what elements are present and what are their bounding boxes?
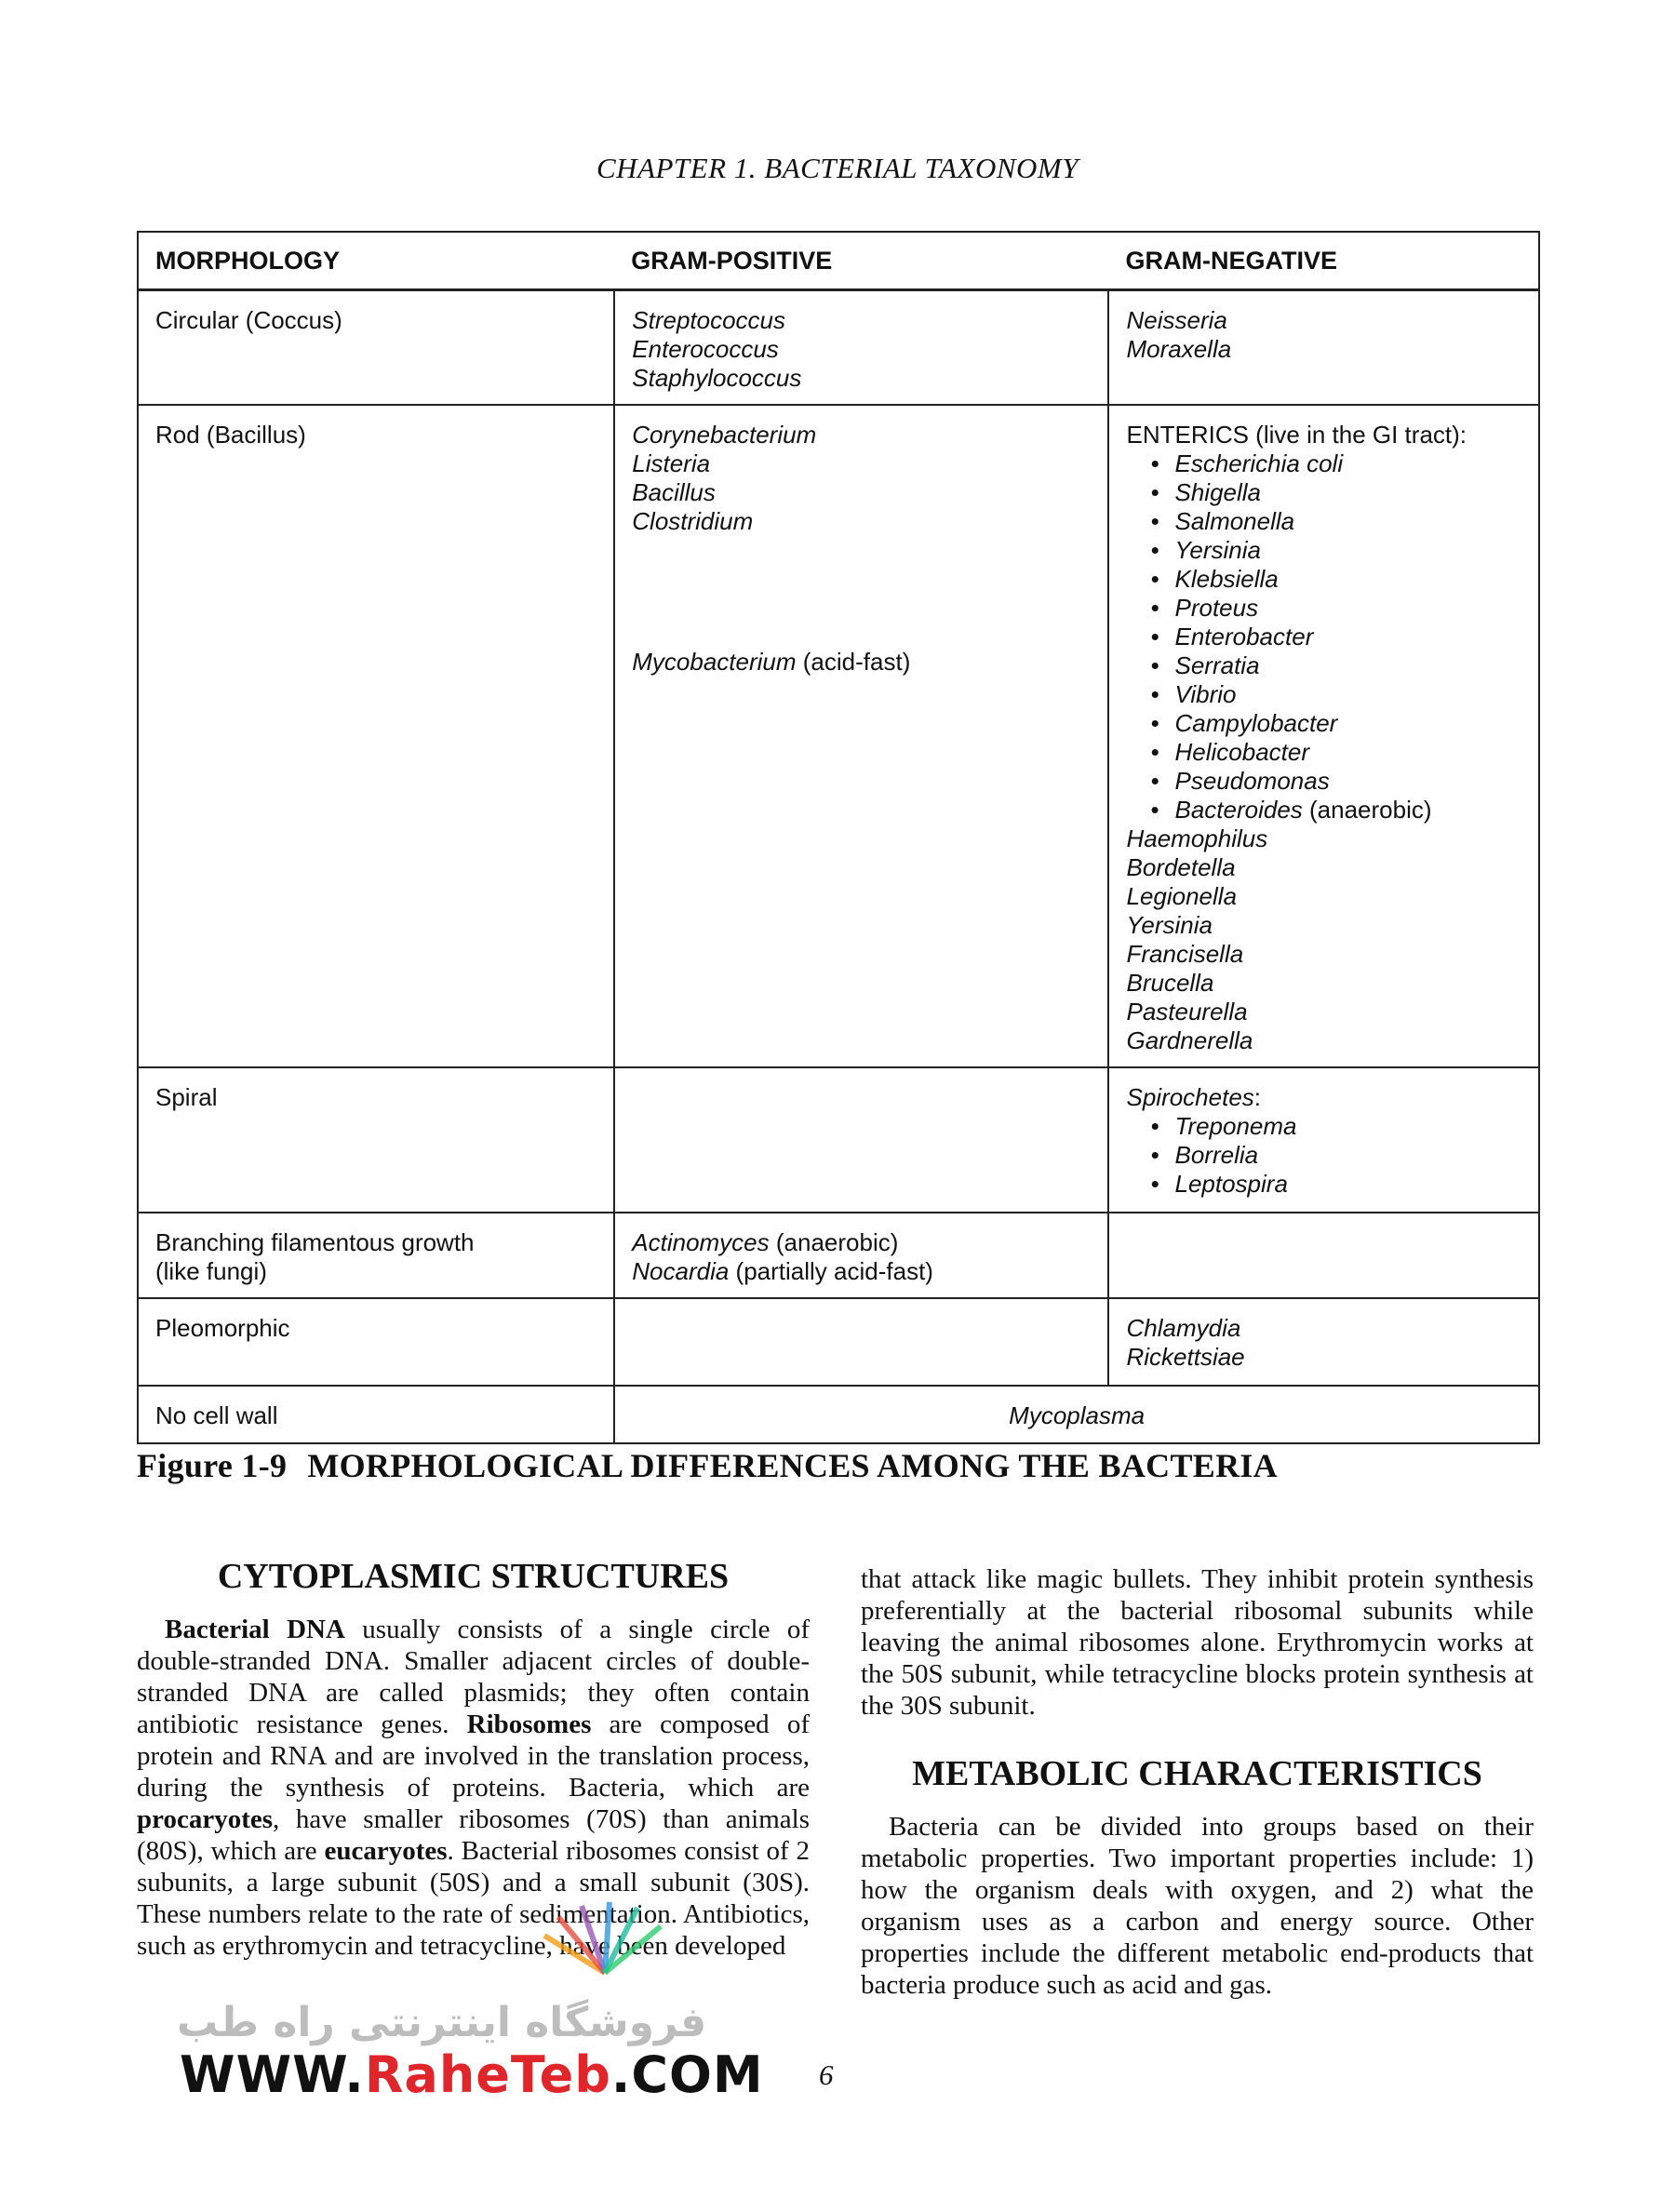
- list-item: • Helicobacter: [1150, 738, 1521, 767]
- table-row: [138, 1213, 1539, 1298]
- organism-name: Spirochetes: [1126, 1083, 1254, 1111]
- right-column: [861, 1563, 1534, 2001]
- list-item: • Serratia: [1150, 651, 1521, 680]
- morph-line: Branching filamentous growth: [155, 1228, 475, 1256]
- organism: Moraxella: [1126, 335, 1232, 363]
- gram-negative-cell: [1108, 1298, 1539, 1386]
- url-suffix: .COM: [610, 2045, 764, 2104]
- table-row: [138, 405, 1539, 1067]
- table-row: [138, 1067, 1539, 1213]
- list-item: • Salmonella: [1150, 507, 1521, 536]
- list-item: • Campylobacter: [1150, 709, 1521, 738]
- term: Ribosomes: [466, 1709, 592, 1739]
- list-item: • Klebsiella: [1150, 565, 1521, 594]
- morph-cell: No cell wall: [138, 1386, 614, 1443]
- gram-positive-cell: [614, 1067, 1108, 1213]
- morph-cell: Circular (Coccus): [138, 290, 614, 406]
- span-cell: Mycoplasma: [614, 1386, 1539, 1443]
- organism-name: Bacteroides: [1174, 796, 1303, 824]
- table-row: [138, 1386, 1539, 1443]
- text-run: are composed of protein and RNA and are involved in the translation process, during the synthesis of proteins. Bacteria, which are: [137, 1709, 810, 1803]
- header-morphology: MORPHOLOGY: [138, 232, 614, 290]
- spirochetes-heading: [1126, 1083, 1521, 1112]
- organism-name: Mycobacterium: [632, 648, 797, 676]
- list-item: • Vibrio: [1150, 680, 1521, 709]
- figure-title: MORPHOLOGICAL DIFFERENCES AMONG THE BACTERIA: [307, 1447, 1278, 1484]
- organism-note: (partially acid-fast): [729, 1257, 933, 1285]
- organism: Rickettsiae: [1126, 1343, 1245, 1371]
- text-run: usually consists of a single circle of double-stranded DNA. Smaller adjacent circles of double-stranded DNA are called plasmids; they often contain antibiotic resistance genes.: [137, 1615, 810, 1739]
- organism-note: (acid-fast): [796, 648, 911, 676]
- spirochetes-list: [1126, 1112, 1521, 1199]
- gram-positive-cell: [614, 1298, 1108, 1386]
- organism-name: Nocardia: [632, 1257, 730, 1285]
- text-run: , have smaller ribosomes (70S) than animals (80S), which are: [137, 1804, 810, 1866]
- running-header: CHAPTER 1. BACTERIAL TAXONOMY: [596, 152, 1079, 184]
- morph-cell: Rod (Bacillus): [138, 405, 614, 1067]
- organism: Francisella: [1126, 940, 1244, 968]
- organism: Brucella: [1126, 969, 1214, 997]
- figure-number: Figure 1-9: [137, 1447, 288, 1484]
- heading-colon: :: [1253, 1083, 1262, 1111]
- gram-positive-cell: [614, 1213, 1108, 1298]
- organism: Streptococcus: [632, 306, 786, 334]
- figure-caption: [137, 1446, 1278, 1485]
- enterics-heading: ENTERICS (live in the GI tract):: [1126, 421, 1467, 449]
- term: Bacterial DNA: [165, 1615, 345, 1644]
- morph-cell: [138, 1213, 614, 1298]
- gram-negative-cell: [1108, 405, 1539, 1067]
- organism: Pasteurella: [1126, 998, 1248, 1026]
- table-row: [138, 290, 1539, 406]
- list-item: • Leptospira: [1150, 1170, 1521, 1199]
- url-brand: RaheTeb: [364, 2045, 611, 2104]
- table-row: [138, 1298, 1539, 1386]
- organism: Chlamydia: [1126, 1314, 1241, 1342]
- organism-with-note: [632, 1228, 1091, 1257]
- organism: Clostridium: [632, 507, 754, 535]
- header-gram-negative: GRAM-NEGATIVE: [1108, 232, 1539, 290]
- book-logo-icon: [526, 1898, 684, 1987]
- enterics-list: [1126, 449, 1521, 824]
- morphology-table: [137, 231, 1540, 1444]
- organism: Haemophilus: [1126, 824, 1268, 852]
- organism: Yersinia: [1126, 911, 1213, 939]
- list-item: • Shigella: [1150, 478, 1521, 507]
- paragraph: [137, 1614, 810, 1962]
- url-prefix: WWW.: [180, 2045, 365, 2104]
- organism-note: (anaerobic): [769, 1228, 899, 1256]
- watermark-persian: فروشگاه اینترنتی راه طب: [177, 1999, 707, 2046]
- text-run: . Bacterial ribosomes consist of 2 subunits, a large subunit (50S) and a small subunit (30S). These numbers relate to the rate of sedimentation. Antibiotics, such as erythromycin and tetracycline, have been developed: [137, 1836, 810, 1961]
- organism-with-note: [632, 648, 1091, 677]
- header-gram-positive: GRAM-POSITIVE: [614, 232, 1108, 290]
- organism-with-note: [632, 1257, 1091, 1286]
- list-item: • Treponema: [1150, 1112, 1521, 1141]
- watermark-url: [180, 2045, 764, 2104]
- list-item: • Yersinia: [1150, 536, 1521, 565]
- paragraph: Bacteria can be divided into groups based on their metabolic properties. Two important properties include: 1) how the organism deals with oxygen, and 2) what the organism uses as a carbon and energy source. Other properties include the different metabolic end-products that bacteria produce such as acid and gas.: [861, 1812, 1534, 2000]
- organism: Bordetella: [1126, 853, 1236, 881]
- gram-negative-cell: [1108, 290, 1539, 406]
- gram-negative-cell: [1108, 1067, 1539, 1213]
- section-title-metabolic: METABOLIC CHARACTERISTICS: [912, 1754, 1482, 1793]
- table-header-row: [138, 232, 1539, 290]
- left-column: [137, 1556, 810, 1962]
- organism-note: (anaerobic): [1302, 796, 1432, 824]
- list-item: • Proteus: [1150, 594, 1521, 623]
- gram-positive-cell: [614, 290, 1108, 406]
- organism: Corynebacterium: [632, 421, 817, 449]
- organism: Listeria: [632, 449, 711, 477]
- page-number: 6: [819, 2058, 834, 2091]
- list-item: • Pseudomonas: [1150, 767, 1521, 796]
- organism-name: Actinomyces: [632, 1228, 770, 1256]
- term: procaryotes: [137, 1804, 274, 1834]
- list-item: [1150, 796, 1521, 824]
- term: eucaryotes: [324, 1836, 448, 1866]
- list-item: • Enterobacter: [1150, 623, 1521, 651]
- paragraph: that attack like magic bullets. They inhibit protein synthesis preferentially at the bacterial ribosomal subunits while leaving the animal ribosomes alone. Erythromycin works at the 50S subunit, while tetracycline blocks protein synthesis at the 30S subunit.: [861, 1564, 1534, 1721]
- organism: Staphylococcus: [632, 364, 802, 392]
- gram-positive-cell: [614, 405, 1108, 1067]
- morph-line: (like fungi): [155, 1257, 267, 1285]
- morph-cell: Spiral: [138, 1067, 614, 1213]
- list-item: • Escherichia coli: [1150, 449, 1521, 478]
- morph-cell: Pleomorphic: [138, 1298, 614, 1386]
- gram-negative-cell: [1108, 1213, 1539, 1298]
- organism: Enterococcus: [632, 335, 779, 363]
- organism: Neisseria: [1126, 306, 1227, 334]
- organism: Bacillus: [632, 478, 716, 506]
- organism: Gardnerella: [1126, 1026, 1253, 1054]
- list-item: • Borrelia: [1150, 1141, 1521, 1170]
- section-title-cytoplasmic: CYTOPLASMIC STRUCTURES: [217, 1557, 730, 1596]
- organism: Legionella: [1126, 882, 1238, 910]
